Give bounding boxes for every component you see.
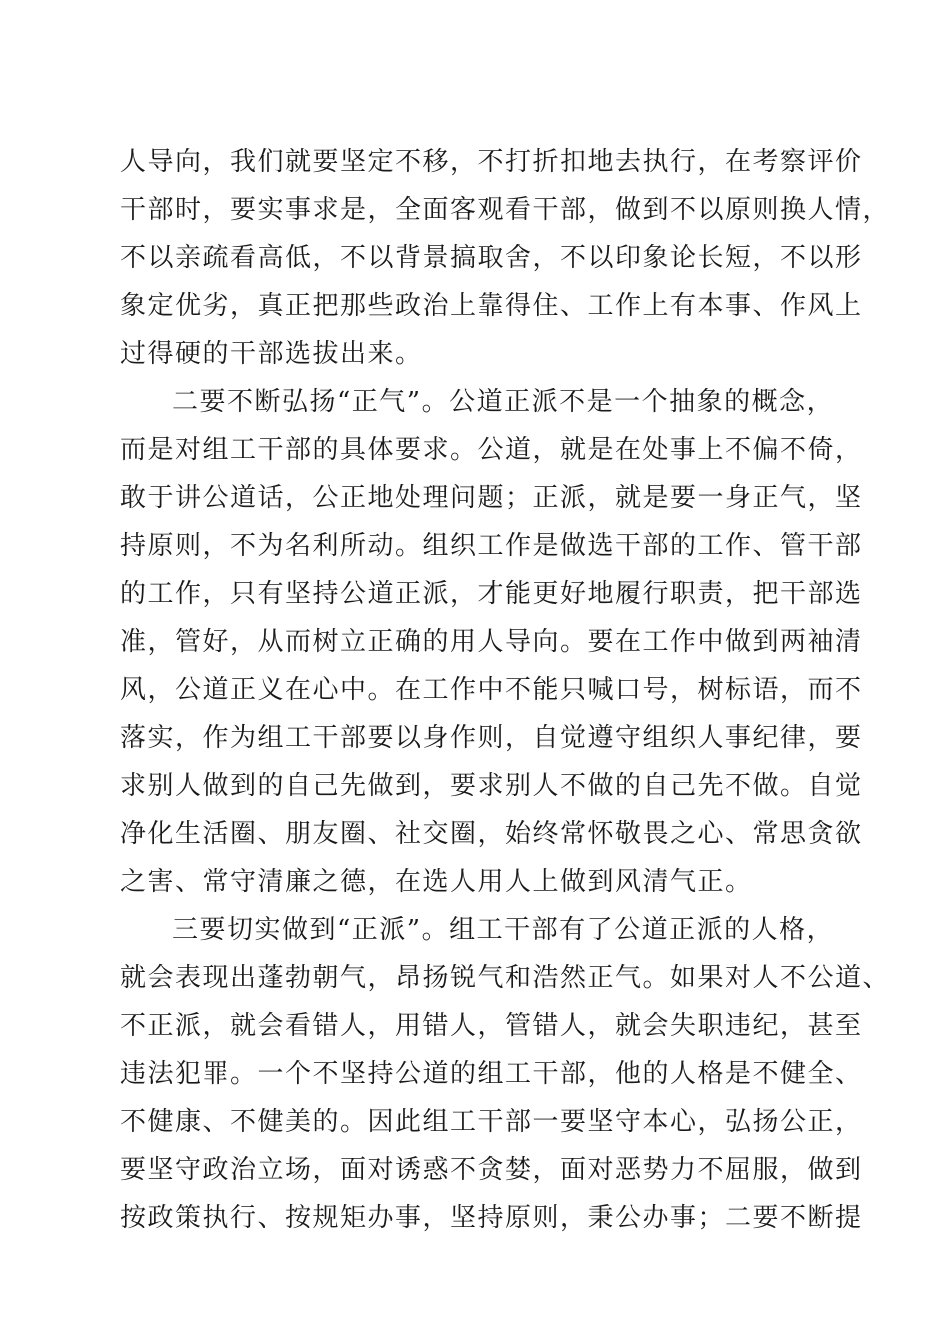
- paragraph-start-line: 三要切实做到“正派”。组工干部有了公道正派的人格，: [172, 915, 835, 945]
- text-line: 象定优劣，真正把那些政治上靠得住、工作上有本事、作风上: [120, 291, 863, 321]
- text-line: 不以亲疏看高低，不以背景搞取舍，不以印象论长短，不以形: [120, 243, 863, 273]
- text-line: 之害、常守清廉之德，在选人用人上做到风清气正。: [120, 867, 753, 897]
- text-line: 求别人做到的自己先做到，要求别人不做的自己先不做。自觉: [120, 771, 863, 801]
- text-line: 干部时，要实事求是，全面客观看干部，做到不以原则换人情，: [120, 195, 891, 225]
- text-line: 违法犯罪。一个不坚持公道的组工干部，他的人格是不健全、: [120, 1059, 863, 1089]
- text-line: 人导向，我们就要坚定不移，不打折扣地去执行，在考察评价: [120, 147, 863, 177]
- text-line: 不正派，就会看错人，用错人，管错人，就会失职违纪，甚至: [120, 1011, 863, 1041]
- text-line: 持原则，不为名利所动。组织工作是做选干部的工作、管干部: [120, 531, 863, 561]
- text-line: 就会表现出蓬勃朝气，昂扬锐气和浩然正气。如果对人不公道、: [120, 963, 891, 993]
- text-line: 按政策执行、按规矩办事，坚持原则，秉公办事；二要不断提: [120, 1203, 863, 1233]
- text-line: 准，管好，从而树立正确的用人导向。要在工作中做到两袖清: [120, 627, 863, 657]
- text-line: 敢于讲公道话，公正地处理问题；正派，就是要一身正气，坚: [120, 483, 863, 513]
- text-line: 落实，作为组工干部要以身作则，自觉遵守组织人事纪律，要: [120, 723, 863, 753]
- text-line: 净化生活圈、朋友圈、社交圈，始终常怀敬畏之心、常思贪欲: [120, 819, 863, 849]
- text-line: 的工作，只有坚持公道正派，才能更好地履行职责，把干部选: [120, 579, 863, 609]
- text-line: 不健康、不健美的。因此组工干部一要坚守本心，弘扬公正，: [120, 1107, 863, 1137]
- text-line: 而是对组工干部的具体要求。公道，就是在处事上不偏不倚，: [120, 435, 863, 465]
- text-line: 过得硬的干部选拔出来。: [120, 339, 423, 369]
- paragraph-start-line: 二要不断弘扬“正气”。公道正派不是一个抽象的概念，: [172, 387, 835, 417]
- text-line: 风，公道正义在心中。在工作中不能只喊口号，树标语，而不: [120, 675, 863, 705]
- text-line: 要坚守政治立场，面对诱惑不贪婪，面对恶势力不屈服，做到: [120, 1155, 863, 1185]
